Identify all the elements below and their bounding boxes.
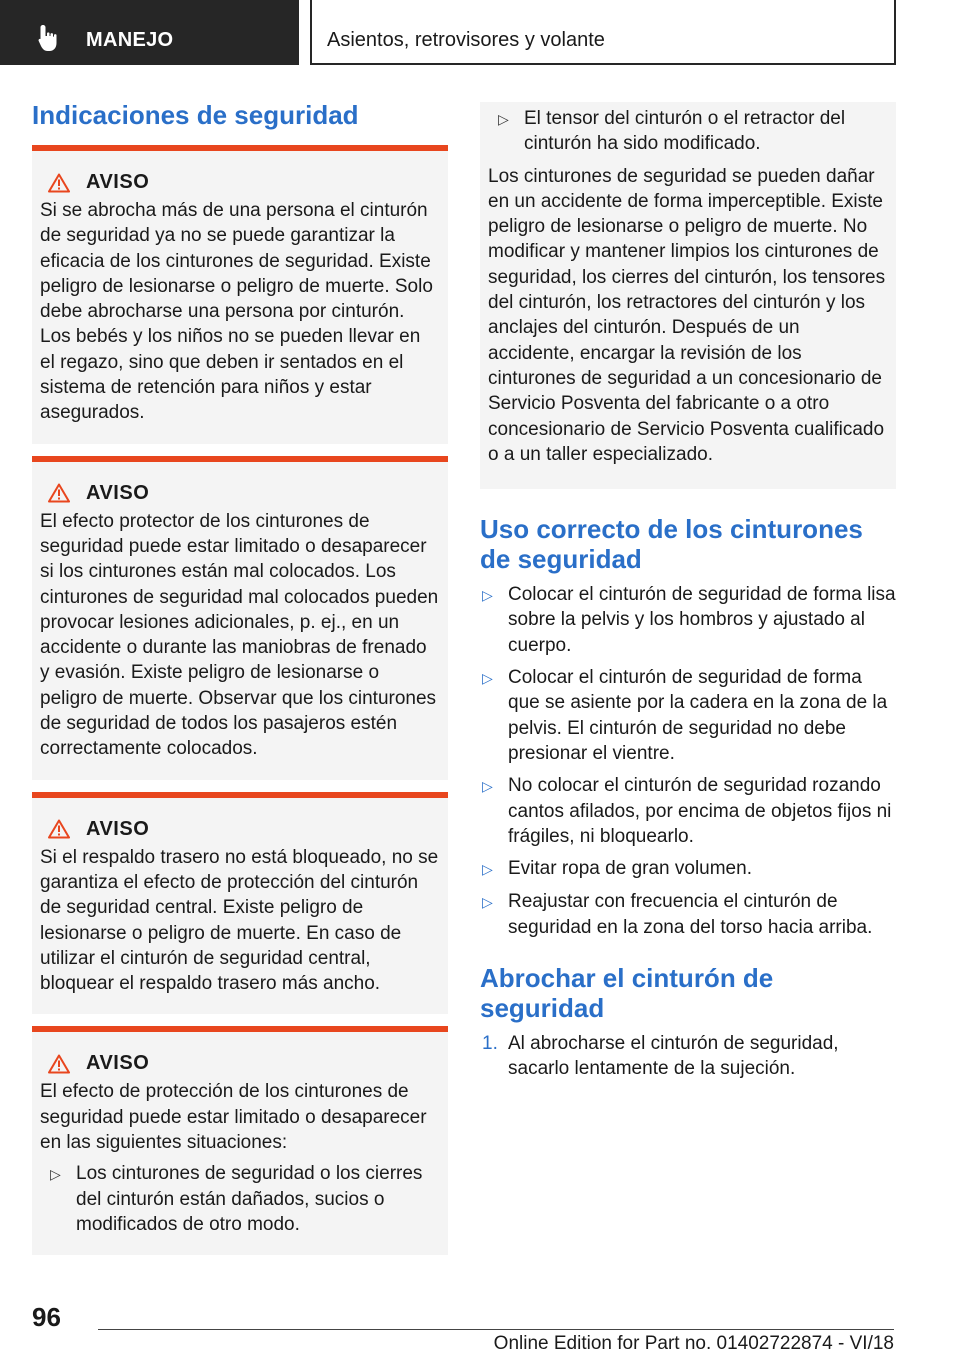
- list-item: [480, 665, 896, 766]
- step-number: 1.: [482, 1033, 498, 1055]
- list-item-text: Colocar el cinturón de seguridad de forma lisa sobre la pelvis y los hombros y ajustado al cuerpo.: [508, 584, 896, 656]
- warning-box: [32, 145, 448, 444]
- warning-box: [32, 792, 448, 1015]
- left-column: [32, 100, 448, 1255]
- list-item-text: Evitar ropa de gran volumen.: [508, 858, 752, 880]
- triangle-bullet-icon: ▷: [498, 111, 509, 127]
- list-item-text: Los cinturones de seguridad o los cierres del cinturón están dañados, sucios o modificados de otro modo.: [76, 1163, 423, 1235]
- triangle-bullet-icon: ▷: [482, 894, 493, 911]
- list-item: [40, 1161, 440, 1237]
- list-item-text: El tensor del cinturón o el retractor del cinturón ha sido modificado.: [524, 108, 846, 155]
- warning-text: Si el respaldo trasero no está bloqueado, no se garantiza el efecto de protección del cinturón de seguridad central. Existe peligro de lesionarse o peligro de muerte. En caso de utilizar el cinturón de seguridad central, bloquear el respaldo trasero más ancho.: [40, 846, 439, 995]
- hand-icon: [38, 24, 64, 52]
- heading-safety: Indicaciones de seguridad: [32, 100, 359, 130]
- triangle-bullet-icon: ▷: [482, 778, 493, 795]
- triangle-bullet-icon: ▷: [482, 670, 493, 687]
- warning-text: El efecto de protección de los cinturones de seguridad puede estar limitado o desaparecer en las siguientes situaciones:: [40, 1081, 427, 1154]
- chapter-tab: [0, 0, 299, 65]
- warning-text: El efecto protector de los cinturones de seguridad puede estar limitado o desaparecer si los cinturones están mal colocados. Los cinturones de seguridad mal colocados pueden provocar lesiones adicionales, p. ej., en un accidente o durante las maniobras de frenado y evasión. Existe peligro de lesionarse o peligro de muerte. Observar que los cinturones de seguridad de todos los pasajeros estén correctamente colocados.: [40, 510, 439, 760]
- footer-divider: [98, 1329, 894, 1330]
- warning-box: [32, 456, 448, 780]
- list-item: [488, 106, 888, 157]
- continued-text: Los cinturones de seguridad se pueden dañar en un accidente de forma imperceptible. Existe peligro de lesionarse o peligro de muerte. No modificar y mantener limpios los cinturones de seguridad, los cierres del cinturón, los tensores del cinturón, los retractores del cinturón y los anclajes del cinturón. Después de un accidente, encargar la revisión de los cinturones de seguridad a un concesionario de Servicio Posventa del fabricante o a otro concesionario de Servicio Posventa cualificado o a un taller especializado.: [488, 165, 886, 465]
- warning-triangle-icon: [48, 173, 70, 193]
- section-header: [310, 0, 896, 65]
- list-item: [480, 1031, 896, 1082]
- warning-label: AVISO: [86, 1052, 150, 1075]
- warning-label: AVISO: [86, 817, 150, 840]
- warning-triangle-icon: [48, 483, 70, 503]
- warning-label: AVISO: [86, 481, 150, 504]
- triangle-bullet-icon: ▷: [50, 1166, 61, 1183]
- list-item-text: Colocar el cinturón de seguridad de forma que se asiente por la cadera en la zona de la pelvis. El cinturón de seguridad no debe presionar el vientre.: [508, 667, 888, 764]
- triangle-bullet-icon: ▷: [482, 587, 493, 604]
- warning-box: [32, 1026, 448, 1255]
- page-number: 96: [32, 1302, 61, 1332]
- heading-fasten: Abrochar el cinturón de seguridad: [480, 963, 774, 1024]
- continued-box: [480, 102, 896, 489]
- list-item: [480, 889, 896, 940]
- warning-text: Si se abrocha más de una persona el cinturón de seguridad ya no se puede garantizar la eficacia de los cinturones de seguridad. Existe peligro de lesionarse o peligro de muerte. Solo debe abrocharse una persona por cinturón. Los bebés y los niños no se pueden llevar en el regazo, sino que deben ir sentados en el sistema de retención para niños y estar asegurados.: [40, 200, 433, 424]
- triangle-bullet-icon: ▷: [482, 861, 493, 878]
- heading-correct-use: Uso correcto de los cinturones de seguridad: [480, 514, 863, 575]
- warning-triangle-icon: [48, 819, 70, 839]
- list-item-text: No colocar el cinturón de seguridad rozando cantos afilados, por encima de objetos fijos ni frágiles, ni bloquearlo.: [508, 775, 892, 847]
- chapter-title: MANEJO: [86, 29, 174, 51]
- list-item: [480, 582, 896, 658]
- warning-label: AVISO: [86, 171, 150, 193]
- list-item-text: Reajustar con frecuencia el cinturón de seguridad en la zona del torso hacia arriba.: [508, 891, 873, 938]
- list-item: [480, 773, 896, 849]
- list-item: [480, 856, 896, 882]
- edition-note: Online Edition for Part no. 01402722874 - VI/18: [493, 1333, 894, 1354]
- section-title: Asientos, retrovisores y volante: [327, 29, 605, 51]
- right-column: [480, 102, 896, 1082]
- list-item-text: Al abrocharse el cinturón de seguridad, sacarlo lentamente de la sujeción.: [508, 1033, 839, 1080]
- warning-triangle-icon: [48, 1054, 70, 1074]
